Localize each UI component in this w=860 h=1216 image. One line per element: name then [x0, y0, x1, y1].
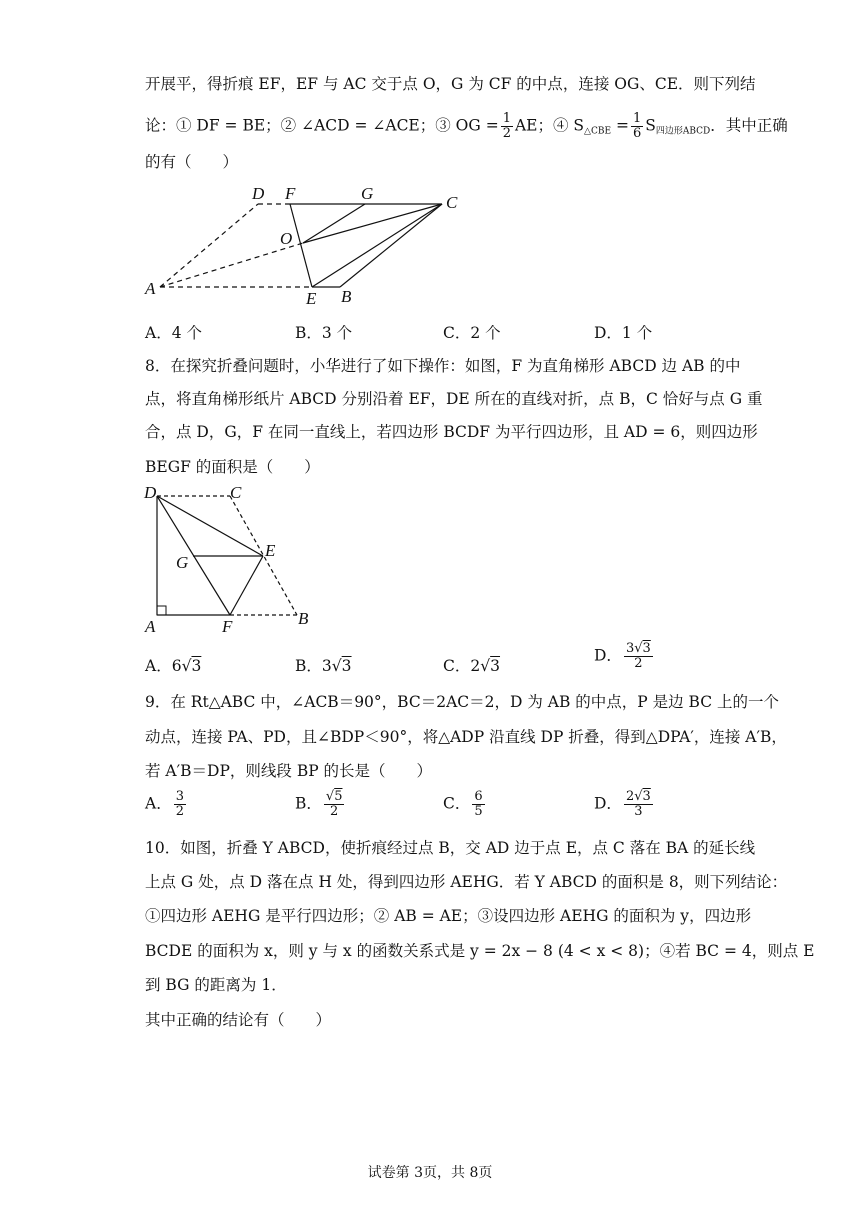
q9-text-line2: 动点，连接 PA、PD，且∠BDP＜90°，将△ADP 沿直线 DP 折叠，得到△DPA′，连接 A′B， — [145, 728, 787, 746]
frac-numerator: 6 — [474, 789, 483, 804]
frac-numerator: 3 — [175, 789, 184, 804]
option-coefficient: 2 — [470, 657, 481, 675]
q7-option-a[interactable]: A．4 个 — [145, 324, 202, 342]
q8-option-a[interactable]: A．6√3 — [145, 657, 202, 675]
right-angle-mark — [157, 606, 166, 615]
option-prefix: B． — [295, 657, 322, 675]
option-coefficient: 3 — [321, 657, 332, 675]
q10-text-line3: ①四边形 AEHG 是平行四边形；② AB = AE；③设四边形 AEHG 的面积为 y，四边形 — [145, 907, 752, 925]
numerator-radicand: 3 — [642, 641, 651, 656]
option-prefix: D． — [594, 794, 622, 813]
q7-s2-subscript: 四边形ABCD — [655, 126, 711, 137]
frac-numerator: 2√3 — [625, 789, 651, 804]
q7-line2-og-tail: AE；④ S — [514, 116, 585, 135]
q7-text-line3: 的有（ ） — [145, 153, 239, 171]
q7-option-c[interactable]: C．2 个 — [443, 324, 501, 342]
numerator-radicand: 5 — [334, 789, 343, 804]
option-prefix: D． — [594, 646, 622, 665]
q7-segment-EC — [312, 204, 442, 287]
q8-text-line2: 点，将直角梯形纸片 ABCD 分别沿着 EF，DE 所在的直线对折，点 B，C 恰好与点 G 重 — [145, 390, 763, 408]
q8-text-line1: 8．在探究折叠问题时，小华进行了如下操作：如图，F 为直角梯形 ABCD 边 AB 的中 — [145, 357, 741, 375]
q7-label-E: E — [306, 289, 317, 308]
option-coefficient: 6 — [171, 657, 182, 675]
q9-option-b[interactable] — [295, 790, 346, 819]
q8-text-line4: BEGF 的面积是（ ） — [145, 458, 320, 476]
frac-denominator: 2 — [175, 804, 184, 819]
q7-label-G: G — [361, 184, 374, 203]
option-fraction — [324, 790, 345, 819]
q7-option-d[interactable]: D．1 个 — [594, 324, 653, 342]
q7-segment-OG — [303, 204, 365, 243]
q7-line2-lead: 论：① DF = BE；② ∠ACD = ∠ACE；③ OG = — [145, 116, 499, 135]
q8-segment-DE — [157, 496, 263, 556]
q8-label-D: D — [144, 483, 157, 502]
q10-text-line5: 到 BG 的距离为 1． — [145, 976, 287, 994]
option-prefix: A． — [145, 657, 172, 675]
frac-numerator: 1 — [632, 111, 642, 126]
q8-option-c[interactable]: C．2√3 — [443, 657, 501, 675]
q8-text-line3: 合，点 D，G，F 在同一直线上，若四边形 BCDF 为平行四边形，且 AD = 6，则四边形 — [145, 423, 758, 441]
q7-label-O: O — [280, 229, 293, 248]
q7-line2-tail: ．其中正确 — [710, 116, 788, 135]
q7-segment-OC — [303, 204, 442, 243]
q8-label-F: F — [222, 617, 233, 636]
q7-segment-AD — [160, 204, 258, 287]
q9-text-line3: 若 A′B＝DP，则线段 BP 的长是（ ） — [145, 762, 433, 780]
q9-option-a[interactable] — [145, 790, 188, 819]
q7-text-line2 — [145, 112, 788, 142]
q7-segment-AO — [160, 243, 303, 287]
option-fraction — [472, 790, 484, 819]
q8-label-C: C — [230, 483, 242, 502]
q10-text-line2: 上点 G 处，点 D 落在点 H 处，得到四边形 AEHG．若 Y ABCD 的面积是 8，则下列结论： — [145, 873, 788, 891]
option-radicand: 3 — [341, 657, 352, 675]
option-fraction — [624, 642, 653, 671]
frac-denominator: 2 — [634, 656, 643, 671]
q8-figure — [140, 480, 330, 640]
q8-option-b[interactable]: B．3√3 — [295, 657, 352, 675]
frac-numerator: √5 — [325, 789, 343, 804]
q7-option-b[interactable]: B．3 个 — [295, 324, 353, 342]
numerator-coefficient: 2 — [625, 789, 635, 804]
frac-denominator: 6 — [632, 126, 642, 141]
q9-option-c[interactable] — [443, 790, 487, 819]
q7-s2-symbol: S — [645, 116, 656, 135]
q9-option-d[interactable] — [594, 790, 655, 819]
q7-s-fraction — [631, 112, 643, 141]
option-fraction — [174, 790, 186, 819]
q7-label-B: B — [341, 287, 352, 306]
q7-label-F: F — [285, 184, 296, 203]
option-prefix: C． — [443, 657, 471, 675]
option-radicand: 3 — [490, 657, 501, 675]
q8-option-d[interactable] — [594, 642, 655, 671]
q7-og-fraction — [501, 112, 513, 141]
q8-label-E: E — [265, 541, 276, 560]
frac-denominator: 5 — [474, 804, 483, 819]
option-prefix: A． — [145, 794, 172, 813]
q7-label-D: D — [252, 184, 265, 203]
q8-segment-EF — [230, 556, 263, 615]
option-prefix: C． — [443, 794, 471, 813]
q7-label-C: C — [446, 193, 458, 212]
q7-text-line1: 开展平，得折痕 EF，EF 与 AC 交于点 O，G 为 CF 的中点，连接 OG、CE．则下列结 — [145, 75, 756, 93]
page-footer: 试卷第 3页，共 8页 — [367, 1165, 493, 1181]
frac-denominator: 3 — [634, 804, 643, 819]
frac-numerator: 1 — [502, 111, 511, 126]
q7-s-equals: = — [611, 116, 629, 135]
option-prefix: B． — [295, 794, 322, 813]
numerator-coefficient: 3 — [625, 641, 635, 656]
q7-label-A: A — [145, 279, 156, 298]
frac-denominator: 2 — [330, 804, 339, 819]
frac-denominator: 2 — [502, 126, 511, 141]
q8-label-B: B — [298, 609, 309, 628]
option-radicand: 3 — [191, 657, 202, 675]
q9-text-line1: 9．在 Rt△ABC 中，∠ACB＝90°，BC＝2AC＝2，D 为 AB 的中点，P 是边 BC 上的一个 — [145, 693, 780, 711]
q10-text-line1: 10．如图，折叠 Y ABCD，使折痕经过点 B，交 AD 边于点 E，点 C 落在 BA 的延长线 — [145, 839, 756, 857]
q7-s-subscript: △CBE — [584, 126, 612, 137]
q10-text-line6: 其中正确的结论有（ ） — [145, 1011, 332, 1029]
q8-label-A: A — [145, 617, 156, 636]
q7-figure — [140, 180, 470, 310]
q8-label-G: G — [176, 553, 189, 572]
q10-text-line4: BCDE 的面积为 x，则 y 与 x 的函数关系式是 y = 2x − 8 (4 < x < 8)；④若 BC = 4，则点 E — [145, 942, 815, 960]
q7-segment-BC — [340, 204, 442, 287]
numerator-radicand: 3 — [642, 789, 651, 804]
option-fraction — [624, 790, 653, 819]
frac-numerator: 3√3 — [625, 641, 651, 656]
